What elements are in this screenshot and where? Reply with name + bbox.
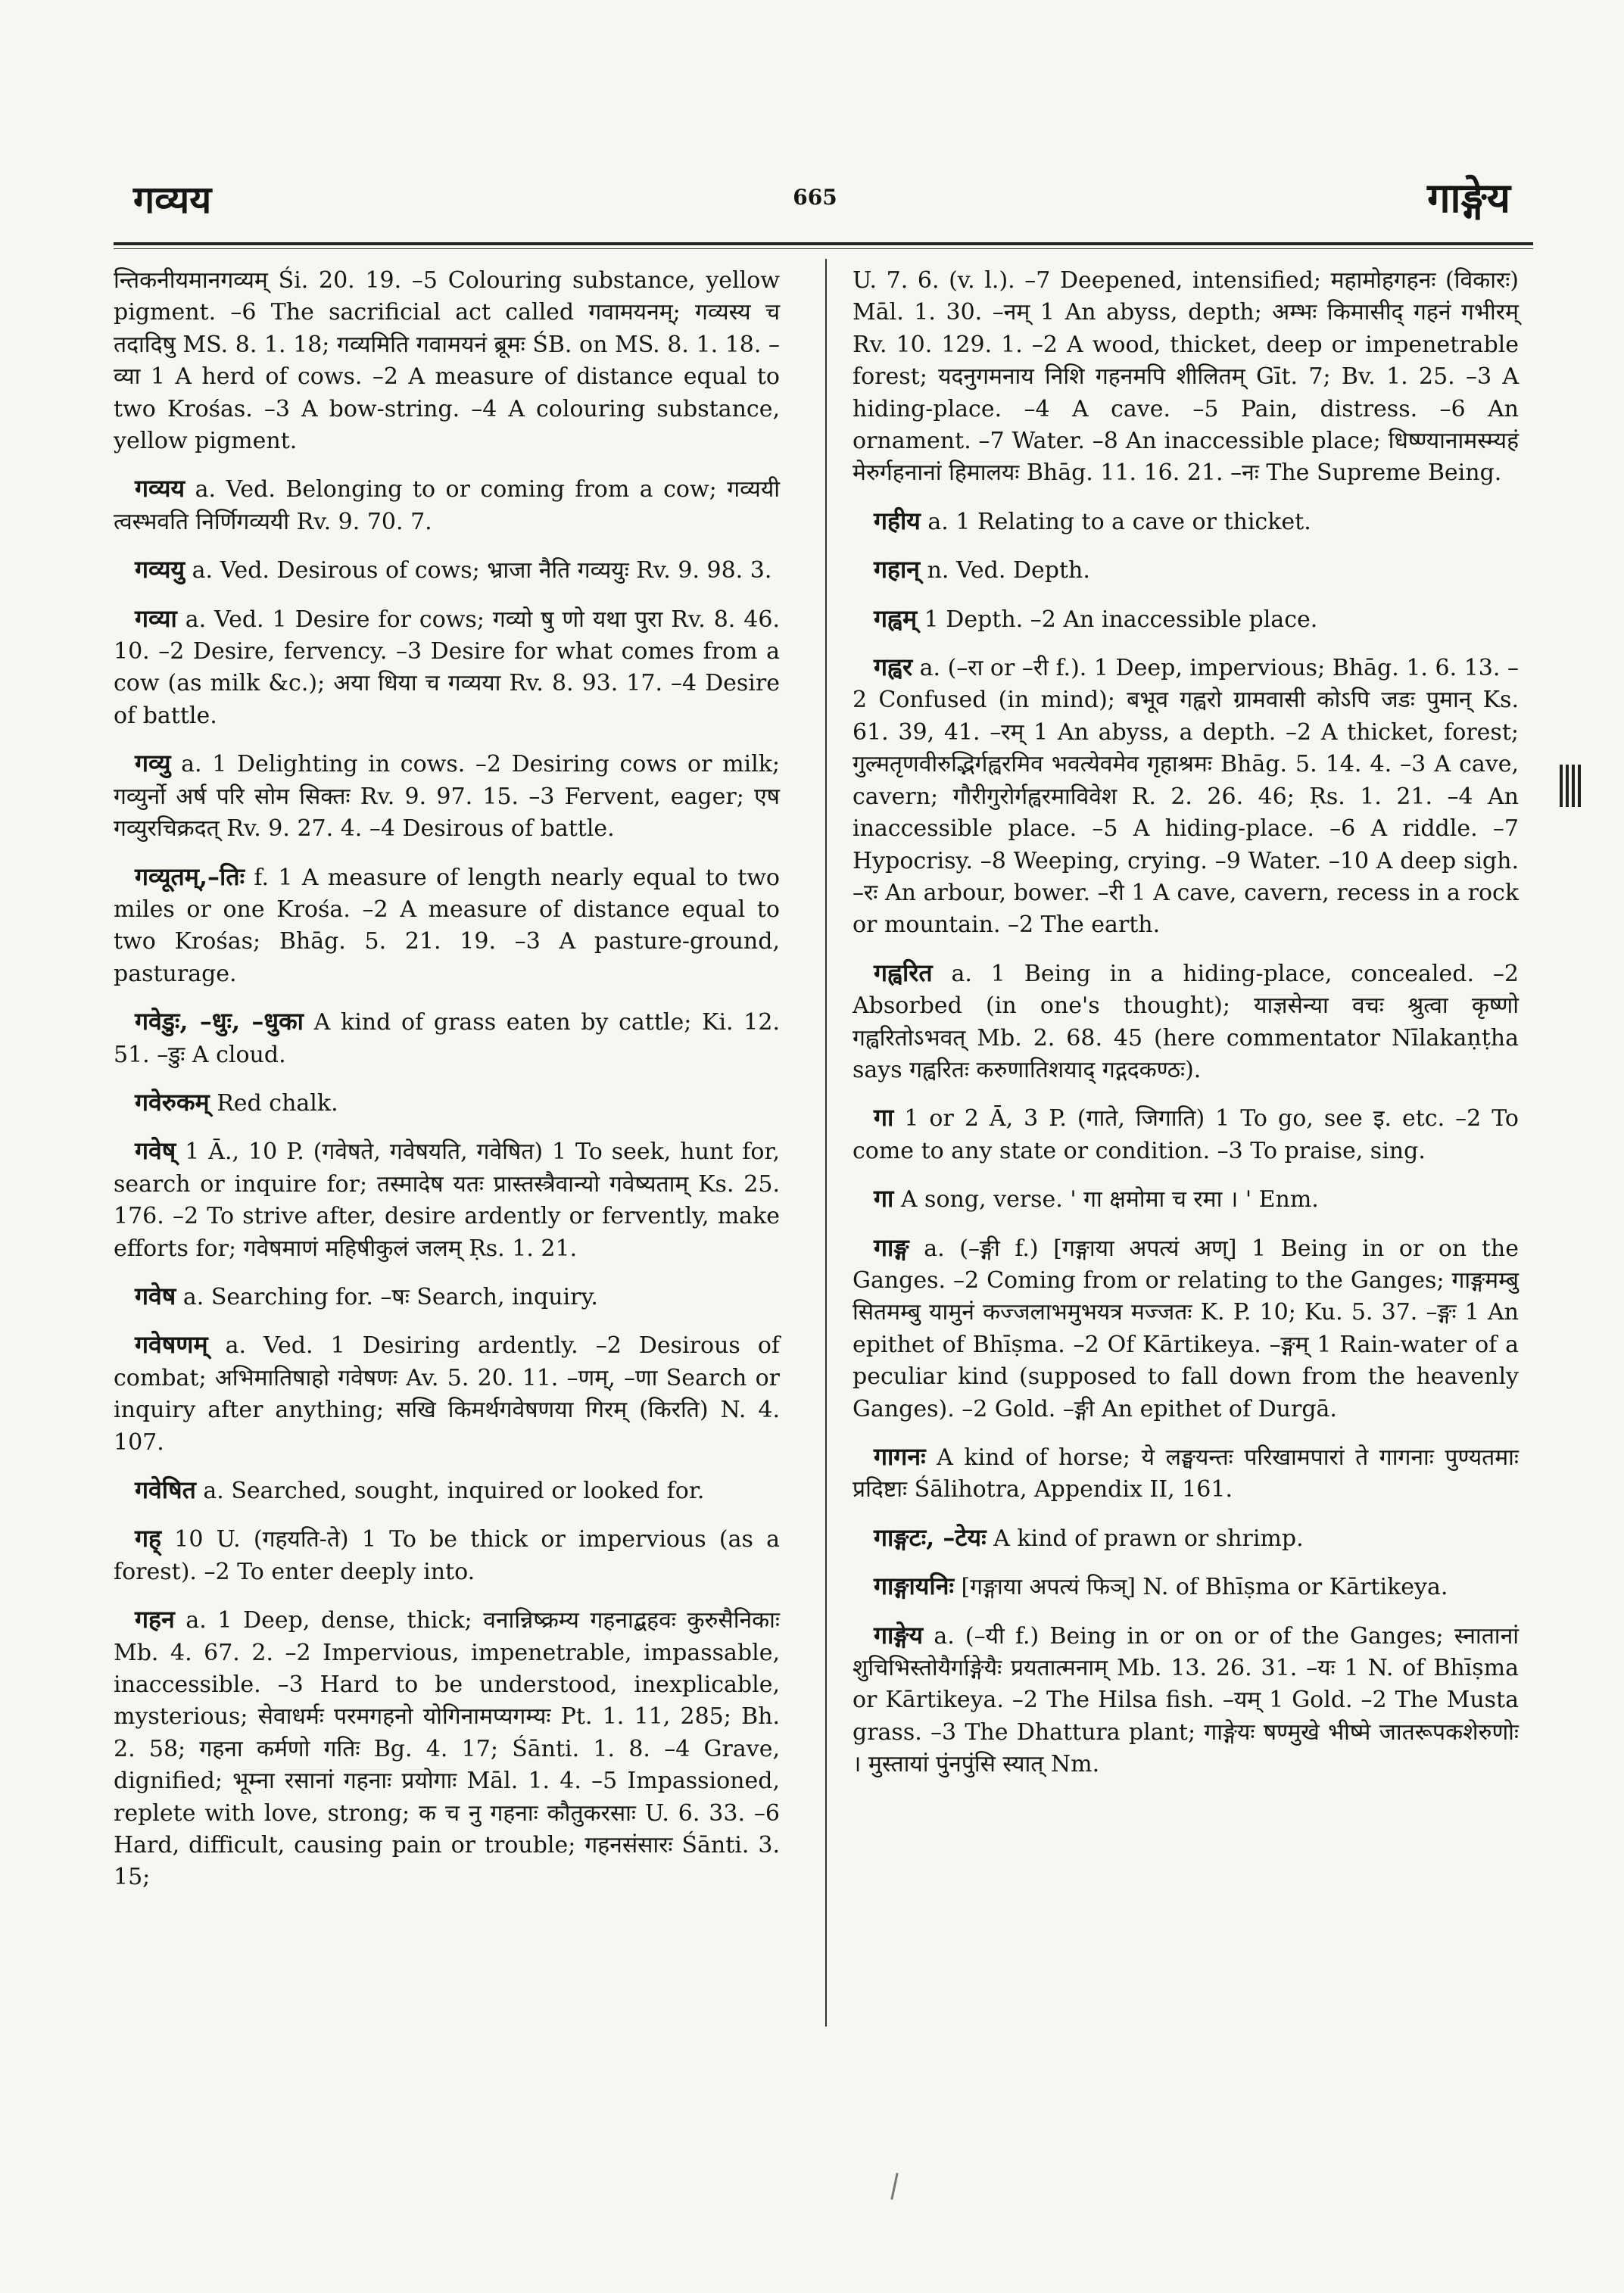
dictionary-entry	[114, 603, 780, 733]
headword: गवेष	[135, 1281, 176, 1310]
dictionary-entry	[853, 1101, 1519, 1167]
entry-body: 1 or 2 Ā, 3 P. (गाते, जिगाति) 1 To go, see इ. etc. –2 To come to any state or condition. –3 To praise, sing.	[853, 1105, 1519, 1164]
page-number: 665	[793, 185, 837, 210]
dictionary-entry	[114, 861, 780, 991]
entry-body: a. Searched, sought, inquired or looked for.	[203, 1478, 705, 1504]
headword: गाङ्गेय	[874, 1620, 924, 1650]
headword: गाङ्गायनिः	[874, 1572, 954, 1601]
entry-body: a. 1 Relating to a cave or thicket.	[927, 508, 1311, 535]
headword: गह्वम्	[874, 603, 918, 633]
dictionary-entry	[114, 747, 780, 845]
headword: गह्वर	[874, 653, 913, 682]
entry-body: a. Ved. 1 Desiring ardently. –2 Desirous of combat; अभिमातिषाहो गवेषणः Av. 5. 20. 11. –णम्, –णा Search or inquiry after anything; सखि किमर्थगवेषणया गिरम् (किरति) N. 4. 107.	[114, 1332, 780, 1456]
entry-body: U. 7. 6. (v. l.). –7 Deepened, intensified; महामोहगहनः (विकारः) Māl. 1. 30. –नम् 1 An abyss, depth; अम्भः किमासीद् गहनं गभीरम् Rv. 10. 129. 1. –2 A wood, thicket, deep or impenetrable forest; यदनुगमनाय निशि गहनमपि शीलितम् Gīt. 7; Bv. 1. 25. –3 A hiding-place. –4 A cave. –5 Pain, distress. –6 An ornament. –7 Water. –8 An inaccessible place; धिष्ण्यानामस्म्यहं मेरुर्गहनानां हिमालयः Bhāg. 11. 16. 21. –नः The Supreme Being.	[853, 267, 1519, 487]
dictionary-entry	[853, 1522, 1519, 1555]
entry-body: a. (–रा or –री f.). 1 Deep, impervious; Bhāg. 1. 6. 13. –2 Confused (in mind); बभूव गह्वरो ग्रामवासी कोऽपि जडः पुमान् Ks. 61. 39, 41. –रम् 1 An abyss, a depth. –2 A thicket, forest; गुल्मतृणवीरुद्भिर्गह्वरमिव भवत्येवमेव गृहाश्रमः Bhāg. 5. 14. 4. –3 A cave, cavern; गौरीगुरोर्गह्वरमाविवेश R. 2. 26. 46; Ṛs. 1. 21. –4 An inaccessible place. –5 A hiding-place. –6 A riddle. –7 Hypocrisy. –8 Weeping, crying. –9 Water. –10 A deep sigh. –रः An arbour, bower. –री 1 A cave, cavern, recess in a rock or mountain. –2 The earth.	[853, 655, 1519, 939]
dictionary-entry	[853, 265, 1519, 490]
right-guide-word: गाङ्गेय	[1427, 173, 1510, 222]
dictionary-entry	[114, 1329, 780, 1459]
scan-speck	[890, 2173, 898, 2200]
entry-body: Red chalk.	[217, 1089, 338, 1117]
headword: गवेषित	[135, 1475, 196, 1504]
headword: गा	[874, 1184, 894, 1213]
headword: गव्यय	[135, 474, 185, 503]
entry-body: 1 Depth. –2 An inaccessible place.	[924, 606, 1318, 633]
dictionary-entry	[114, 1135, 780, 1265]
entry-body: 10 U. (गहयति-ते) 1 To be thick or impervious (as a forest). –2 To enter deeply into.	[114, 1526, 780, 1585]
entry-body: a. 1 Deep, dense, thick; वनान्निष्क्रम्य गहनाद्बहवः कुरुसैनिकाः Mb. 4. 67. 2. –2 Impervious, impenetrable, impassable, inaccessible. –3 Hard to be understood, inexplicable, mysterious; सेवाधर्मः परमगहनो योगिनामप्यगम्यः Pt. 1. 11, 285; Bh. 2. 58; गहना कर्मणो गतिः Bg. 4. 17; Śānti. 1. 8. –4 Grave, dignified; भूम्ना रसानां गहनाः प्रयोगाः Māl. 1. 4. –5 Impassioned, replete with love, strong; क च नु गहनाः कौतुकरसाः U. 6. 33. –6 Hard, difficult, causing pain or trouble; गहनसंसारः Śānti. 3. 15;	[114, 1607, 780, 1891]
headword: गव्या	[135, 603, 177, 633]
entry-body: a. (–यी f.) Being in or on or of the Ganges; स्नातानां शुचिभिस्तोयैर्गाङ्गेयैः प्रयतात्मनाम् Mb. 13. 26. 31. –यः 1 N. of Bhīṣma or Kārtikeya. –2 The Hilsa fish. –यम् 1 Gold. –2 The Musta grass. –3 The Dhattura plant; गाङ्गेयः षण्मुखे भीष्मे जातरूपकशेरुणोः । मुस्तायां पुंनपुंसि स्यात् Nm.	[853, 1622, 1519, 1778]
entry-body: A kind of grass eaten by cattle; Ki. 12. 51. –डुः A cloud.	[114, 1009, 780, 1068]
headword: गाङ्ग	[874, 1232, 909, 1262]
dictionary-entry	[114, 1280, 780, 1313]
headword: गव्यूतम्,–तिः	[135, 861, 245, 891]
header-rule-thin	[114, 248, 1533, 249]
header-rule	[114, 242, 1533, 245]
thumb-index-marker	[1560, 765, 1581, 807]
entry-body: a. 1 Delighting in cows. –2 Desiring cows or milk; गव्युर्नो अर्ष परि सोम सिक्तः Rv. 9. 97. 15. –3 Fervent, eager; एष गव्युरचिक्रदत् Rv. 9. 27. 4. –4 Desirous of battle.	[114, 751, 781, 843]
headword: गहन	[135, 1605, 175, 1634]
entry-body: न्तिकनीयमानगव्यम् Śi. 20. 19. –5 Colouring substance, yellow pigment. –6 The sacrificial act called गवामयनम्; गव्यस्य च तदादिषु MS. 8. 1. 18; गव्यमिति गवामयनं ब्रूमः ŚB. on MS. 8. 1. 18. –व्या 1 A herd of cows. –2 A measure of distance equal to two Krośas. –3 A bow-string. –4 A colouring substance, yellow pigment.	[114, 267, 780, 455]
dictionary-entry	[114, 553, 780, 587]
column-divider	[825, 259, 827, 2027]
entry-body: a. 1 Being in a hiding-place, concealed. –2 Absorbed (in one's thought); याज्ञसेन्या वचः श्रुत्वा कृष्णो गह्वरितोऽभवत् Mb. 2. 68. 45 (here commentator Nīlakaṇṭha says गह्वरितः करुणातिशयाद् गद्गदकण्ठः).	[853, 960, 1519, 1083]
dictionary-entry	[853, 1619, 1519, 1781]
entry-body: [गङ्गाया अपत्यं फिञ्] N. of Bhīṣma or Kārtikeya.	[961, 1574, 1448, 1601]
headword: गागनः	[874, 1442, 926, 1471]
dictionary-entry	[853, 1232, 1519, 1425]
headword: गव्ययु	[135, 555, 185, 584]
entry-body: a. Ved. Belonging to or coming from a cow; गव्ययी त्वस्भवति निर्णिगव्ययी Rv. 9. 70. 7.	[114, 476, 780, 535]
entry-body: A song, verse. ' गा क्षमोमा च रमा । ' Enm.	[900, 1186, 1319, 1213]
headword: गा	[874, 1103, 894, 1132]
dictionary-entry	[853, 505, 1519, 538]
headword: गहान्	[874, 555, 921, 584]
headword: गह्वरित	[874, 958, 933, 987]
dictionary-entry	[114, 1603, 780, 1894]
headword: गव्यु	[135, 749, 171, 778]
dictionary-entry	[114, 265, 780, 457]
dictionary-entry	[114, 1474, 780, 1507]
entry-body: a. Searching for. –षः Search, inquiry.	[182, 1283, 598, 1310]
dictionary-entry	[853, 553, 1519, 587]
dictionary-entry	[114, 472, 780, 538]
headword: गवेडुः, –धुः, –धुका	[135, 1007, 304, 1036]
dictionary-entry	[114, 1005, 780, 1071]
dictionary-entry	[853, 651, 1519, 942]
headword: गवेष्	[135, 1136, 176, 1166]
dictionary-entry	[853, 603, 1519, 636]
headword: गवेषणम्	[135, 1330, 208, 1360]
left-column	[114, 265, 780, 1909]
headword: गह्	[135, 1524, 162, 1553]
left-guide-word: गव्यय	[133, 177, 212, 222]
dictionary-entry	[853, 1182, 1519, 1216]
right-column	[853, 265, 1519, 1796]
entry-body: 1 Ā., 10 P. (गवेषते, गवेषयति, गवेषित) 1 To seek, hunt for, search or inquire for; तस्मादेष यतः प्रास्तस्त्रैवान्यो गवेष्यताम् Ks. 25. 176. –2 To strive after, desire ardently or fervently, make efforts for; गवेषमाणं महिषीकुलं जलम् Ṛs. 1. 21.	[114, 1139, 780, 1262]
headword: गाङ्गटः, –टेयः	[874, 1522, 987, 1552]
headword: गवेरुकम्	[135, 1087, 210, 1117]
entry-body: a. Ved. Desirous of cows; भ्राजा नैति गव्ययुः Rv. 9. 98. 3.	[192, 557, 772, 584]
entry-body: a. (–ङ्गी f.) [गङ्गाया अपत्यं अण्] 1 Being in or on the Ganges. –2 Coming from or relating to the Ganges; गाङ्गमम्बु सितमम्बु यामुनं कज्जलाभमुभयत्र मज्जतः K. P. 10; Ku. 5. 37. –ङ्गः 1 An epithet of Bhīṣma. –2 Of Kārtikeya. –ङ्गम् 1 Rain-water of a peculiar kind (supposed to fall down from the heavenly Ganges). –2 Gold. –ङ्गी An epithet of Durgā.	[853, 1235, 1520, 1422]
entry-body: f. 1 A measure of length nearly equal to two miles or one Krośa. –2 A measure of distance equal to two Krośas; Bhāg. 5. 21. 19. –3 A pasture-ground, pasturage.	[114, 864, 780, 987]
headword: गहीय	[874, 506, 921, 535]
entry-body: A kind of prawn or shrimp.	[993, 1525, 1304, 1552]
entry-body: A kind of horse; ये लङ्घयन्तः परिखामपारां ते गागनाः पुण्यतमाः प्रदिष्टाः Śālihotra, Appendix II, 161.	[853, 1444, 1519, 1503]
dictionary-entry	[853, 1441, 1519, 1506]
entry-body: n. Ved. Depth.	[927, 557, 1090, 584]
dictionary-entry	[114, 1086, 780, 1120]
page-header	[112, 162, 1518, 230]
entry-body: a. Ved. 1 Desire for cows; गव्यो षु णो यथा पुरा Rv. 8. 46. 10. –2 Desire, fervency. –3 Desire for what comes from a cow (as milk &c.); अया धिया च गव्यया Rv. 8. 93. 17. –4 Desire of battle.	[114, 606, 780, 729]
dictionary-entry	[853, 1570, 1519, 1603]
dictionary-entry	[853, 957, 1519, 1087]
dictionary-entry	[114, 1522, 780, 1588]
